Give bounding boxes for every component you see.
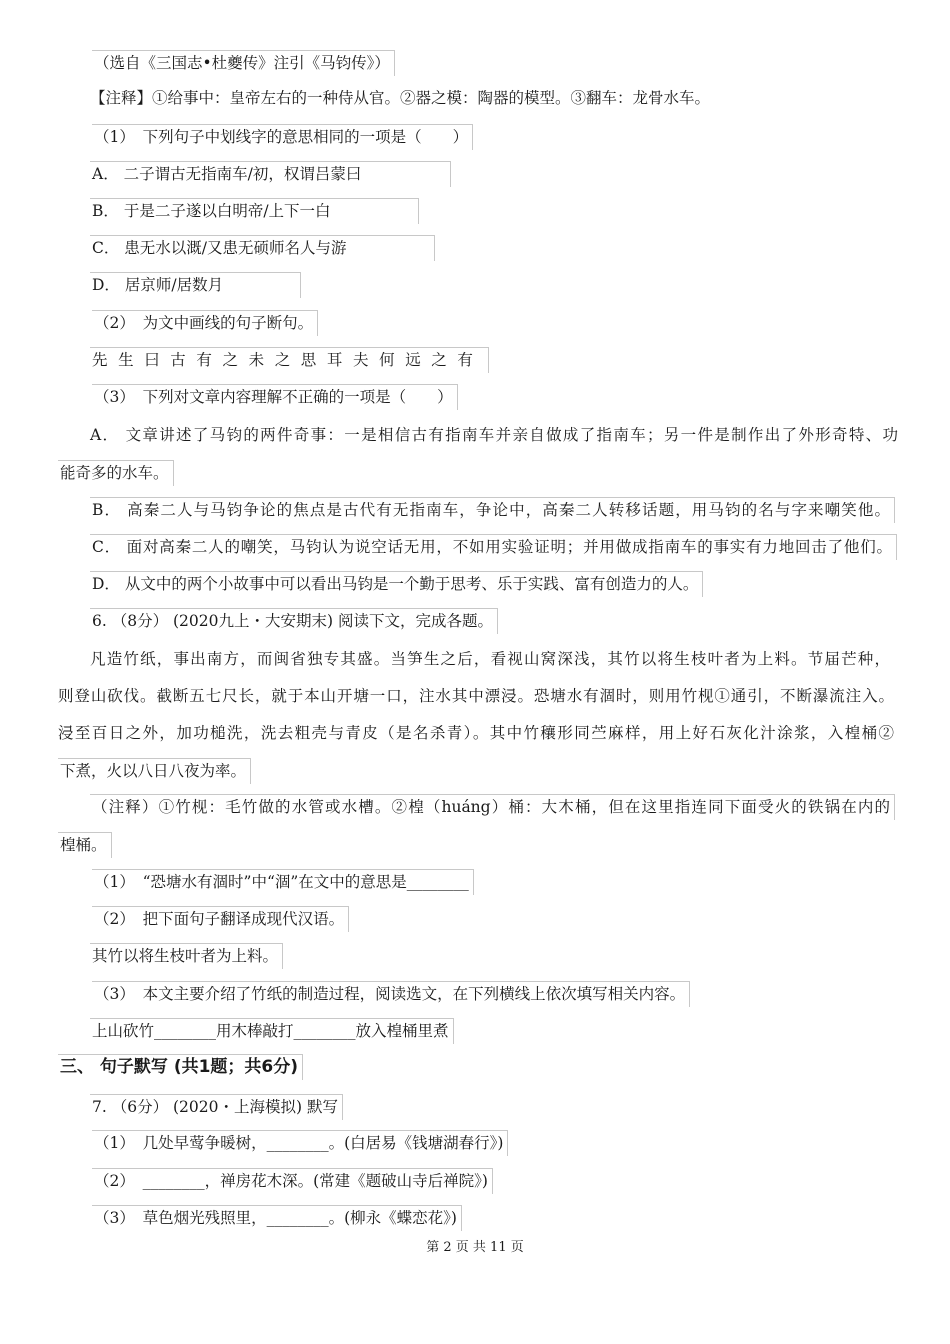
- option-b: B． 于是二子遂以白明帝/上下一白: [90, 198, 419, 224]
- subquestion-2: （2） 把下面句子翻译成现代汉语。: [92, 906, 349, 932]
- section-3-heading: 三、 句子默写 (共1题；共6分): [58, 1054, 303, 1080]
- q3-option-d: D． 从文中的两个小故事中可以看出马钧是一个勤于思考、乐于实践、富有创造力的人。: [90, 571, 703, 597]
- dictation-1: （1） 几处早莺争暖树，________。(白居易《钱塘湖春行》): [92, 1130, 508, 1156]
- subquestion-3: （3） 本文主要介绍了竹纸的制造过程，阅读选文，在下列横线上依次填写相关内容。: [92, 981, 690, 1007]
- passage-line-1: 凡造竹纸，事出南方，而闽省独专其盛。当笋生之后，看视山窝深浅，其竹以将生枝叶者为上料。节届芒种，: [90, 650, 890, 668]
- passage-line-2: 则登山砍伐。截断五七尺长，就于本山开塘一口，注水其中漂浸。恐塘水有涸时，则用竹枧①通引，不断瀑流注入。: [58, 687, 894, 705]
- dictation-2: （2） ________，禅房花木深。(常建《题破山寺后禅院》): [92, 1168, 493, 1194]
- question-6-header: 6. （8分） (2020九上・大安期末) 阅读下文，完成各题。: [90, 608, 498, 634]
- option-d: D． 居京师/居数月: [90, 272, 301, 298]
- q3-option-a-line1: A． 文章讲述了马钧的两件奇事：一是相信古有指南车并亲自做成了指南车；另一件是制作出了外形奇特、功: [90, 426, 898, 444]
- question-3: （3） 下列对文章内容理解不正确的一项是（ ）: [92, 384, 458, 410]
- subquestion-3-text: 上山砍竹________用木棒敲打________放入楻桶里煮: [90, 1018, 454, 1044]
- notes-line-2: 楻桶。: [58, 832, 112, 858]
- question-2: （2） 为文中画线的句子断句。: [92, 310, 318, 336]
- option-a: A． 二子谓古无指南车/初，权谓吕蒙曰: [90, 161, 451, 187]
- subquestion-2-text: 其竹以将生枝叶者为上料。: [90, 943, 283, 969]
- q3-option-a-line2: 能奇多的水车。: [58, 460, 174, 486]
- notes-line-1: （注释）①竹枧：毛竹做的水管或水槽。②楻（huáng）桶：大木桶，但在这里指连同下面受火的铁锅在内的: [90, 794, 895, 820]
- subquestion-1: （1） “恐塘水有涸时”中“涸”在文中的意思是________: [92, 869, 474, 895]
- source-line: （选自《三国志•杜夔传》注引《马钧传》）: [92, 50, 395, 76]
- option-c: C． 患无水以溉/又患无硕师名人与游: [90, 235, 435, 261]
- q3-option-c: C． 面对高秦二人的嘲笑，马钧认为说空话无用，不如用实验证明；并用做成指南车的事实有力地回击了他们。: [90, 534, 897, 560]
- dictation-3: （3） 草色烟光残照里，________。(柳永《蝶恋花》): [92, 1205, 462, 1231]
- question-7-header: 7. （6分） (2020・上海模拟) 默写: [90, 1094, 343, 1120]
- question-2-text: 先生曰古有之未之思耳夫何远之有: [90, 347, 489, 373]
- page-footer: 第 2 页 共 11 页: [426, 1240, 524, 1255]
- passage-line-4: 下煮，火以八日八夜为率。: [58, 758, 251, 784]
- passage-line-3: 浸至百日之外，加功槌洗，洗去粗壳与青皮（是名杀青）。其中竹穰形同苎麻样，用上好石灰化汁涂浆，入楻桶②: [58, 724, 894, 742]
- annotation-line: 【注释】①给事中：皇帝左右的一种侍从官。②器之模：陶器的模型。③翻车：龙骨水车。: [90, 89, 711, 107]
- q3-option-b: B． 高秦二人与马钧争论的焦点是古代有无指南车，争论中，高秦二人转移话题，用马钧的名与字来嘲笑他。: [90, 497, 895, 523]
- question-1: （1） 下列句子中划线字的意思相同的一项是（ ）: [92, 124, 473, 150]
